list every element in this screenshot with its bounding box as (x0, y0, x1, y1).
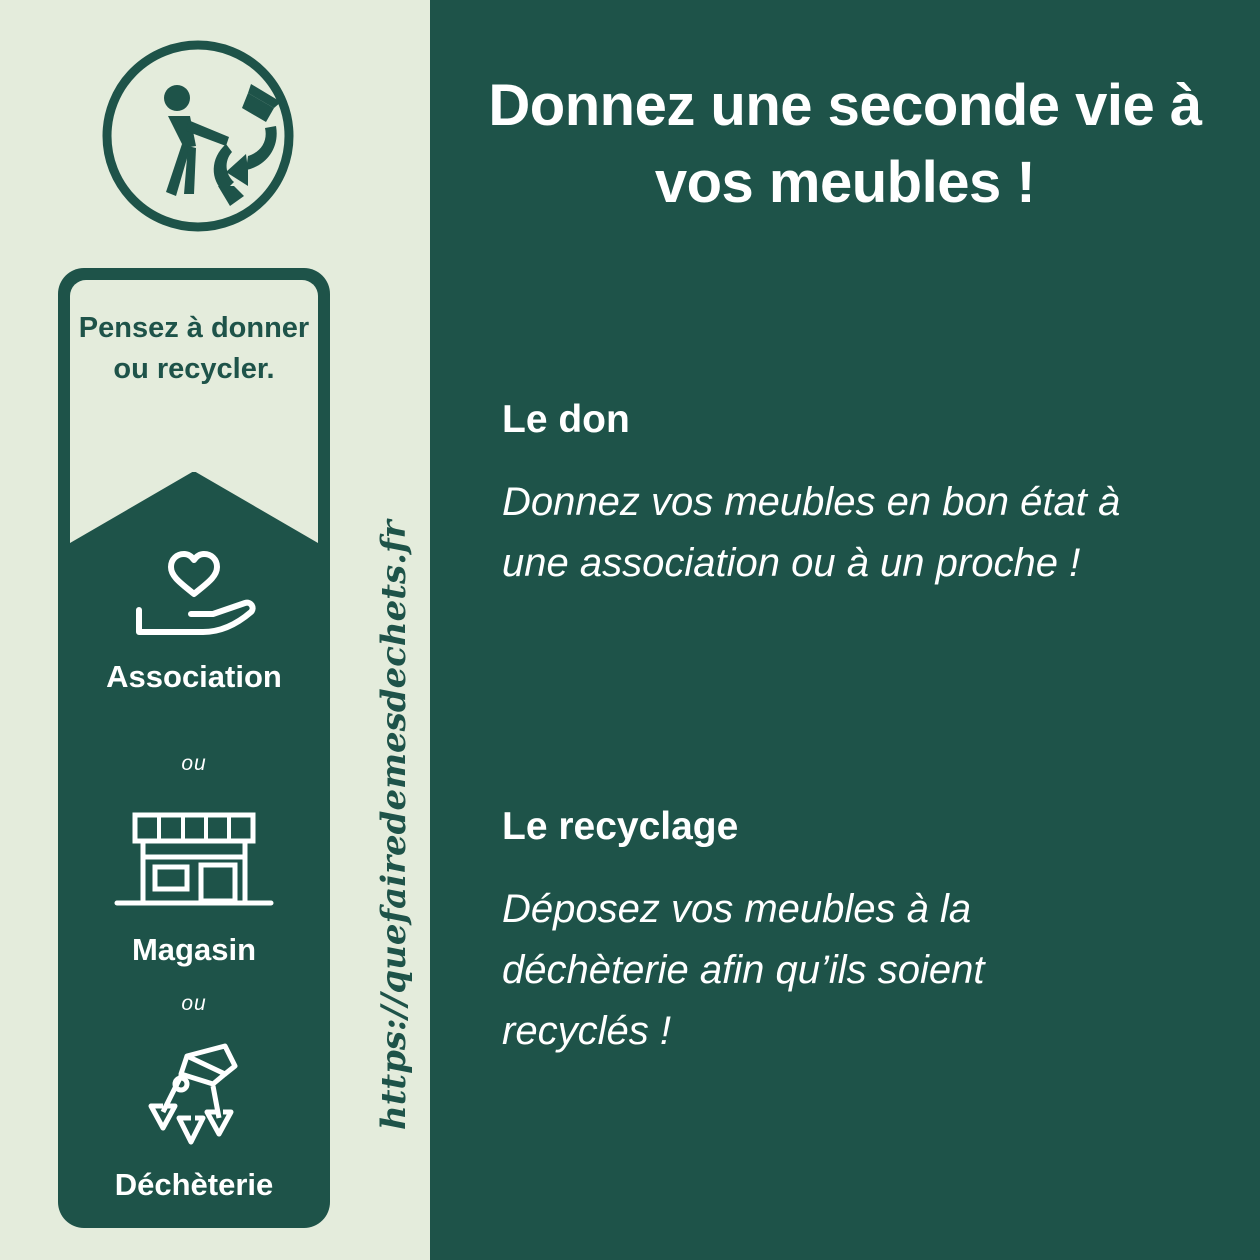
pennant-callout (70, 280, 318, 542)
step-label-dechterie: Déchèterie (114, 1167, 274, 1202)
step-label-association: Association (106, 659, 282, 694)
pennant-point (70, 471, 318, 543)
section-le-recyclage (502, 805, 1202, 1061)
section-body-recyclage: Déposez vos meubles à la déchèterie afin qu’ils soient recyclés ! (502, 887, 985, 1053)
website-url[interactable] (330, 500, 414, 1140)
step-separator-1: ou (181, 752, 207, 775)
step-separator-2: ou (181, 992, 207, 1015)
person-recycling-icon (98, 36, 298, 236)
step-label-magasin: Magasin (131, 932, 257, 967)
section-body-don: Donnez vos meubles en bon état à une association ou à un proche ! (502, 480, 1121, 585)
website-url-text[interactable]: https://quefairedemesdechets.fr (374, 520, 414, 1130)
right-content-panel (430, 0, 1260, 1260)
pennant-text: Pensez à donner ou recycler. (78, 312, 310, 386)
shop-icon (58, 805, 330, 922)
page-title: Donnez une seconde vie à vos meubles ! (488, 73, 1202, 215)
step-association (58, 548, 330, 695)
left-column (0, 0, 430, 1260)
section-le-don (502, 398, 1202, 594)
section-title-recyclage: Le recyclage (502, 805, 739, 848)
section-title-don: Le don (502, 398, 630, 441)
recycling-dropoff-icon (58, 1040, 330, 1157)
step-dechterie (58, 1040, 330, 1203)
hand-heart-icon (58, 548, 330, 649)
step-magasin (58, 805, 330, 968)
